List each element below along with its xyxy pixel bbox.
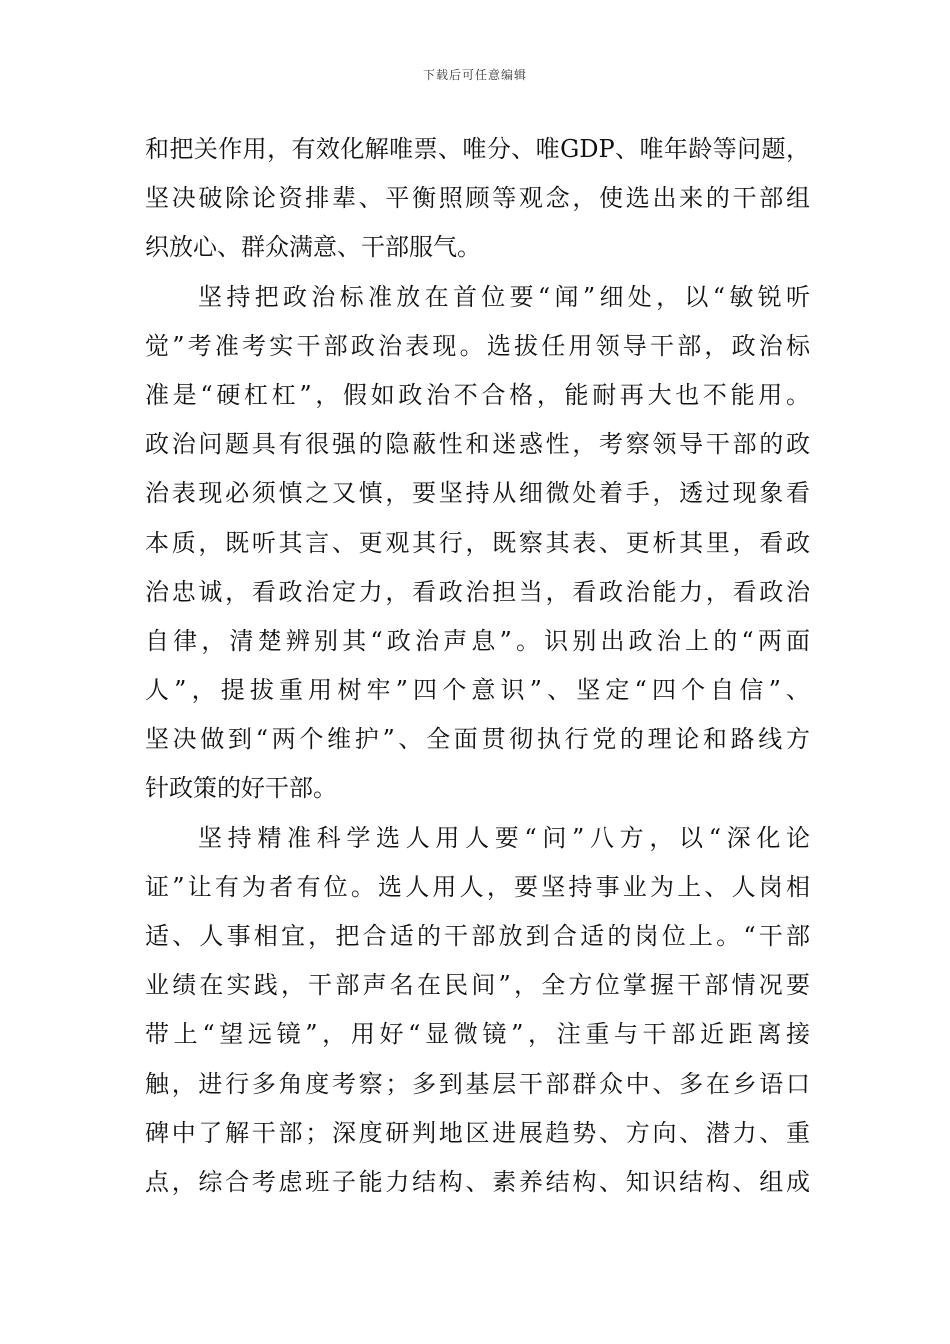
text-line: 织放心、群众满意、干部服气。 bbox=[145, 233, 481, 262]
text-line: 适、人事相宜，把合适的干部放到合适的岗位上。“干部 bbox=[145, 922, 810, 950]
text-line: 证”让有为者有位。选人用人，要坚持事业为上、人岗相 bbox=[145, 872, 810, 901]
text-line: 带上“望远镜”，用好“显微镜”，注重与干部近距离接 bbox=[145, 1020, 810, 1049]
text-line: 治忠诚，看政治定力，看政治担当，看政治能力，看政治 bbox=[145, 577, 810, 606]
text-line: 坚决破除论资排辈、平衡照顾等观念，使选出来的干部组 bbox=[145, 184, 810, 213]
text-line: 觉”考准考实干部政治表现。选拔任用领导干部，政治标 bbox=[145, 331, 810, 360]
text-line: 坚持精准科学选人用人要“问”八方，以“深化论 bbox=[198, 823, 810, 852]
text-line: 自律，清楚辨别其“政治声息”。识别出政治上的“两面 bbox=[145, 626, 810, 655]
text-line: 针政策的好干部。 bbox=[145, 774, 337, 803]
document-body bbox=[145, 125, 810, 1207]
text-line: 本质，既听其言、更观其行，既察其表、更析其里，看政 bbox=[145, 528, 810, 557]
page-header: 下载后可任意编辑 bbox=[422, 68, 527, 82]
text-line: 政治问题具有很强的隐蔽性和迷惑性，考察领导干部的政 bbox=[145, 430, 810, 459]
text-line: 治表现必须慎之又慎，要坚持从细微处着手，透过现象看 bbox=[145, 479, 810, 508]
text-line: 坚持把政治标准放在首位要“闻”细处，以“敏锐听 bbox=[198, 282, 810, 311]
paragraph bbox=[145, 814, 810, 1208]
text-line: 坚决做到“两个维护”、全面贯彻执行党的理论和路线方 bbox=[145, 725, 810, 754]
text-line: 点，综合考虑班子能力结构、素养结构、知识结构、组成 bbox=[145, 1167, 810, 1196]
text-line: 触，进行多角度考察；多到基层干部群众中、多在乡语口 bbox=[145, 1069, 810, 1098]
text-line: 碑中了解干部；深度研判地区进展趋势、方向、潜力、重 bbox=[145, 1118, 810, 1147]
paragraph bbox=[145, 125, 810, 273]
text-line: 准是“硬杠杠”，假如政治不合格，能耐再大也不能用。 bbox=[145, 380, 810, 409]
text-line: 业绩在实践，干部声名在民间”，全方位掌握干部情况要 bbox=[145, 971, 810, 1000]
text-line: 人”，提拔重用树牢”四个意识”、坚定“四个自信”、 bbox=[145, 676, 810, 705]
text-line: 和把关作用，有效化解唯票、唯分、唯GDP、唯年龄等问题， bbox=[145, 135, 810, 163]
paragraph bbox=[145, 273, 810, 814]
